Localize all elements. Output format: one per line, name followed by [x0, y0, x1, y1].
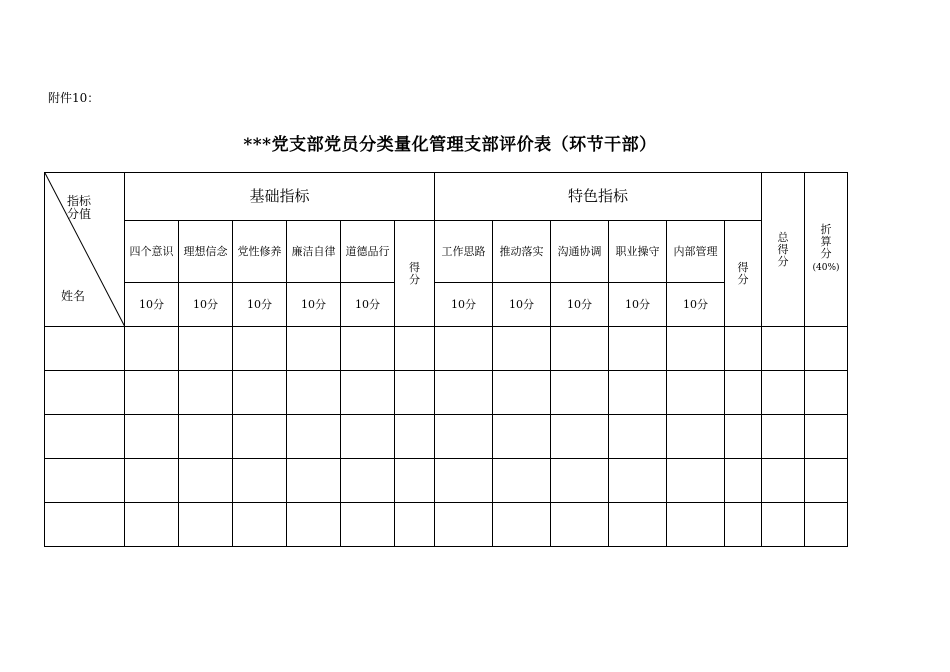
name-cell[interactable] [45, 459, 125, 503]
special-item: 职业操守 [609, 221, 667, 283]
basic-item-score: 10分 [287, 283, 341, 327]
score-cell[interactable] [435, 459, 493, 503]
header-corner-cell [45, 173, 125, 327]
score-cell[interactable] [551, 415, 609, 459]
score-cell[interactable] [341, 371, 395, 415]
score-cell[interactable] [551, 503, 609, 547]
score-cell[interactable] [762, 327, 805, 371]
score-cell[interactable] [341, 327, 395, 371]
score-cell[interactable] [179, 371, 233, 415]
score-cell[interactable] [341, 459, 395, 503]
score-cell[interactable] [179, 327, 233, 371]
total-score-header: 总得分 [762, 173, 805, 327]
score-cell[interactable] [125, 327, 179, 371]
score-cell[interactable] [233, 327, 287, 371]
score-cell[interactable] [435, 415, 493, 459]
score-cell[interactable] [233, 503, 287, 547]
score-cell[interactable] [125, 415, 179, 459]
score-cell[interactable] [233, 459, 287, 503]
name-cell[interactable] [45, 327, 125, 371]
basic-item-score: 10分 [233, 283, 287, 327]
name-cell[interactable] [45, 503, 125, 547]
score-cell[interactable] [725, 503, 762, 547]
score-cell[interactable] [341, 415, 395, 459]
score-cell[interactable] [125, 371, 179, 415]
special-score-header: 得分 [725, 221, 762, 327]
special-item: 工作思路 [435, 221, 493, 283]
special-item: 内部管理 [667, 221, 725, 283]
basic-item-score: 10分 [125, 283, 179, 327]
basic-score-header: 得分 [395, 221, 435, 327]
score-cell[interactable] [233, 371, 287, 415]
special-item: 推动落实 [493, 221, 551, 283]
table-row [45, 415, 848, 459]
evaluation-table [44, 172, 848, 547]
score-cell[interactable] [805, 459, 848, 503]
score-cell[interactable] [287, 459, 341, 503]
score-cell[interactable] [125, 503, 179, 547]
score-cell[interactable] [493, 371, 551, 415]
basic-item: 理想信念 [179, 221, 233, 283]
score-cell[interactable] [395, 459, 435, 503]
score-cell[interactable] [725, 459, 762, 503]
score-cell[interactable] [725, 371, 762, 415]
score-cell[interactable] [667, 415, 725, 459]
score-cell[interactable] [667, 327, 725, 371]
score-cell[interactable] [493, 503, 551, 547]
score-cell[interactable] [667, 503, 725, 547]
special-item-score: 10分 [609, 283, 667, 327]
special-item: 沟通协调 [551, 221, 609, 283]
score-cell[interactable] [395, 371, 435, 415]
score-cell[interactable] [805, 371, 848, 415]
score-cell[interactable] [179, 459, 233, 503]
score-cell[interactable] [609, 459, 667, 503]
score-cell[interactable] [609, 415, 667, 459]
score-cell[interactable] [125, 459, 179, 503]
score-cell[interactable] [805, 327, 848, 371]
score-cell[interactable] [395, 327, 435, 371]
special-item-score: 10分 [435, 283, 493, 327]
corner-indicator-label: 指标 分值 [67, 194, 92, 221]
basic-item: 党性修养 [233, 221, 287, 283]
score-cell[interactable] [287, 371, 341, 415]
score-cell[interactable] [725, 415, 762, 459]
score-cell[interactable] [667, 459, 725, 503]
table-row [45, 371, 848, 415]
corner-name-label: 姓名 [61, 289, 86, 303]
score-cell[interactable] [493, 415, 551, 459]
score-cell[interactable] [762, 371, 805, 415]
special-indicators-header: 特色指标 [435, 173, 762, 221]
attachment-label: 附件10： [48, 91, 100, 105]
score-cell[interactable] [609, 503, 667, 547]
table-row [45, 459, 848, 503]
page-title: ***党支部党员分类量化管理支部评价表（环节干部） [243, 135, 657, 155]
score-cell[interactable] [287, 503, 341, 547]
basic-item-score: 10分 [179, 283, 233, 327]
basic-item: 道德品行 [341, 221, 395, 283]
score-cell[interactable] [493, 327, 551, 371]
score-cell[interactable] [609, 371, 667, 415]
score-cell[interactable] [287, 415, 341, 459]
special-item-score: 10分 [493, 283, 551, 327]
score-cell[interactable] [551, 327, 609, 371]
score-cell[interactable] [435, 503, 493, 547]
score-cell[interactable] [725, 327, 762, 371]
score-cell[interactable] [762, 459, 805, 503]
score-cell[interactable] [805, 503, 848, 547]
score-cell[interactable] [551, 459, 609, 503]
basic-item-score: 10分 [341, 283, 395, 327]
table-row [45, 503, 848, 547]
score-cell[interactable] [395, 503, 435, 547]
table-row [45, 327, 848, 371]
score-cell[interactable] [493, 459, 551, 503]
score-cell[interactable] [341, 503, 395, 547]
score-cell[interactable] [179, 415, 233, 459]
score-cell[interactable] [435, 327, 493, 371]
special-item-score: 10分 [667, 283, 725, 327]
special-item-score: 10分 [551, 283, 609, 327]
name-cell[interactable] [45, 371, 125, 415]
score-cell[interactable] [609, 327, 667, 371]
score-cell[interactable] [435, 371, 493, 415]
basic-indicators-header: 基础指标 [125, 173, 435, 221]
score-cell[interactable] [179, 503, 233, 547]
score-cell[interactable] [762, 415, 805, 459]
score-cell[interactable] [667, 371, 725, 415]
score-cell[interactable] [395, 415, 435, 459]
score-cell[interactable] [762, 503, 805, 547]
score-cell[interactable] [805, 415, 848, 459]
basic-item: 廉洁自律 [287, 221, 341, 283]
score-cell[interactable] [287, 327, 341, 371]
basic-item: 四个意识 [125, 221, 179, 283]
converted-score-header: 折算分 (40%) [805, 173, 848, 327]
name-cell[interactable] [45, 415, 125, 459]
score-cell[interactable] [233, 415, 287, 459]
score-cell[interactable] [551, 371, 609, 415]
